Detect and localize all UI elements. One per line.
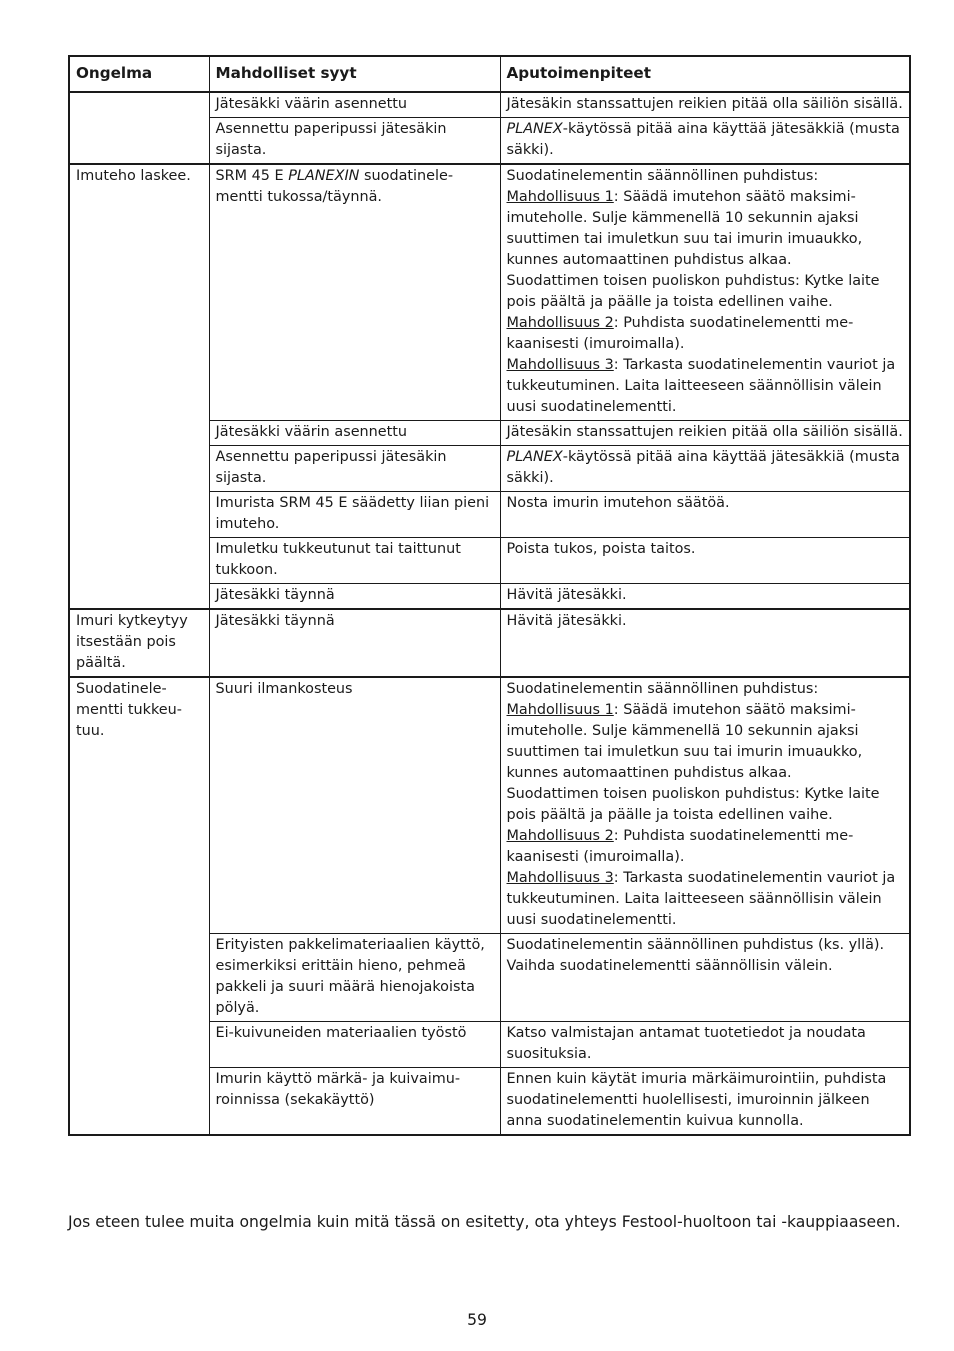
- cause-text: SRM 45 E: [215, 168, 289, 184]
- header-remedies: Aputoimenpiteet: [500, 56, 910, 92]
- option-text: : Puhdista suodatinelementti mekaanisesti (imuroimalla).: [506, 315, 854, 352]
- cleaning-intro: Suodatinelementin säännöllinen puhdistus:: [506, 168, 819, 184]
- table-row: [69, 609, 910, 677]
- troubleshooting-table-container: [68, 55, 909, 1136]
- brand-name: PLANEXIN: [288, 168, 360, 184]
- remedy-cell: Jätesäkin stanssattujen reikien pitää olla säiliön sisällä.: [500, 421, 910, 446]
- remedy-text: Vaihda suodatinelementti säännöllisin välein.: [506, 958, 833, 974]
- remedy-cell: Hävitä jätesäkki.: [500, 584, 910, 610]
- cleaning-option-1: [507, 187, 904, 271]
- troubleshooting-table: [68, 55, 911, 1136]
- problem-cell: Imuteho laskee.: [69, 164, 209, 609]
- remedy-cell: Nosta imurin imutehon säätöä.: [500, 492, 910, 538]
- table-row: [69, 92, 910, 118]
- problem-cell: Suodatinelementti tukkeutuu.: [69, 677, 209, 1135]
- remedy-cell-cleaning: [500, 677, 910, 934]
- cause-cell: Jätesäkki väärin asennettu: [209, 92, 500, 118]
- cleaning-other-half: Suodattimen toisen puoliskon puhdistus: Kytke laite pois päältä ja päälle ja toista edellinen vaihe.: [506, 786, 880, 823]
- cause-cell: [209, 164, 500, 421]
- option-text: : Säädä imutehon säätö maksimiimuteholle. Sulje kämmenellä 10 sekunnin ajaksi suuttimen tai imuletkun suu tai imurin imuaukko, kunnes automaattinen puhdistus alkaa.: [506, 702, 863, 781]
- problem-cell-empty: [69, 92, 209, 164]
- remedy-cell-cleaning: [500, 164, 910, 421]
- remedy-text: -käytössä pitää aina käyttää jätesäkkiä (musta säkki).: [506, 121, 900, 158]
- option-text: : Tarkasta suodatinelementin vauriot ja tukkeutuminen. Laita laitteeseen säännöllisin välein uusi suodatinelementti.: [506, 357, 896, 415]
- cause-cell: Ei-kuivuneiden materiaalien työstö: [209, 1022, 500, 1068]
- remedy-text: -käytössä pitää aina käyttää jätesäkkiä (musta säkki).: [506, 449, 900, 486]
- cleaning-option-3: [507, 868, 904, 931]
- cause-cell: Jätesäkki täynnä: [209, 584, 500, 610]
- remedy-text: Suodatinelementin säännöllinen puhdistus (ks. yllä).: [506, 937, 885, 953]
- remedy-cell: [500, 934, 910, 1022]
- table-row: [69, 164, 910, 421]
- remedy-cell: Ennen kuin käytät imuria märkäimurointiin, puhdista suodatinelementti huolellisesti, imuroinnin jälkeen anna suodatinelementin kuivua kunnolla.: [500, 1068, 910, 1136]
- header-problem: Ongelma: [69, 56, 209, 92]
- remedy-cell: Hävitä jätesäkki.: [500, 609, 910, 677]
- page-number: 59: [467, 1311, 487, 1329]
- option-label: Mahdollisuus 3: [506, 357, 614, 373]
- cleaning-option-3: [507, 355, 904, 418]
- option-text: : Säädä imutehon säätö maksimiimuteholle. Sulje kämmenellä 10 sekunnin ajaksi suuttimen tai imuletkun suu tai imurin imuaukko, kunnes automaattinen puhdistus alkaa.: [506, 189, 863, 268]
- cause-cell: Suuri ilmankosteus: [209, 677, 500, 934]
- cause-text: suodatinelementti tukossa/täynnä.: [215, 168, 454, 205]
- option-label: Mahdollisuus 2: [506, 315, 614, 331]
- brand-name: PLANEX: [506, 449, 563, 465]
- cleaning-option-2: [507, 313, 904, 355]
- option-label: Mahdollisuus 1: [506, 702, 614, 718]
- option-label: Mahdollisuus 3: [506, 870, 614, 886]
- remedy-cell: Katso valmistajan antamat tuotetiedot ja noudata suosituksia.: [500, 1022, 910, 1068]
- option-text: : Puhdista suodatinelementti mekaanisesti (imuroimalla).: [506, 828, 854, 865]
- header-causes: Mahdolliset syyt: [209, 56, 500, 92]
- cause-cell: Erityisten pakkelimateriaalien käyttö, esimerkiksi erittäin hieno, pehmeä pakkeli ja suuri määrä hienojakoista pölyä.: [209, 934, 500, 1022]
- cause-cell: Imurista SRM 45 E säädetty liian pieni imuteho.: [209, 492, 500, 538]
- cause-cell: Imurin käyttö märkä- ja kuivaimuroinnissa (sekakäyttö): [209, 1068, 500, 1136]
- remedy-cell: Poista tukos, poista taitos.: [500, 538, 910, 584]
- option-label: Mahdollisuus 2: [506, 828, 614, 844]
- cause-cell: Imuletku tukkeutunut tai taittunut tukkoon.: [209, 538, 500, 584]
- cause-cell: Asennettu paperipussi jätesäkin sijasta.: [209, 118, 500, 165]
- contact-note: Jos eteen tulee muita ongelmia kuin mitä tässä on esitetty, ota yhteys Festool-huoltoon tai -kauppiaaseen.: [68, 1213, 901, 1231]
- cleaning-other-half: Suodattimen toisen puoliskon puhdistus: Kytke laite pois päältä ja päälle ja toista edellinen vaihe.: [506, 273, 880, 310]
- cleaning-intro: Suodatinelementin säännöllinen puhdistus:: [506, 681, 819, 697]
- cause-cell: Jätesäkki väärin asennettu: [209, 421, 500, 446]
- cause-cell: Jätesäkki täynnä: [209, 609, 500, 677]
- cleaning-option-2: [507, 826, 904, 868]
- problem-cell: Imuri kytkeytyy itsestään pois päältä.: [69, 609, 209, 677]
- cause-cell: Asennettu paperipussi jätesäkin sijasta.: [209, 446, 500, 492]
- option-text: : Tarkasta suodatinelementin vauriot ja tukkeutuminen. Laita laitteeseen säännöllisin välein uusi suodatinelementti.: [506, 870, 896, 928]
- cleaning-option-1: [507, 700, 904, 784]
- brand-name: PLANEX: [506, 121, 563, 137]
- option-label: Mahdollisuus 1: [506, 189, 614, 205]
- table-row: [69, 677, 910, 934]
- table-header-row: [69, 56, 910, 92]
- remedy-cell: [500, 446, 910, 492]
- remedy-cell: Jätesäkin stanssattujen reikien pitää olla säiliön sisällä.: [500, 92, 910, 118]
- remedy-cell: [500, 118, 910, 165]
